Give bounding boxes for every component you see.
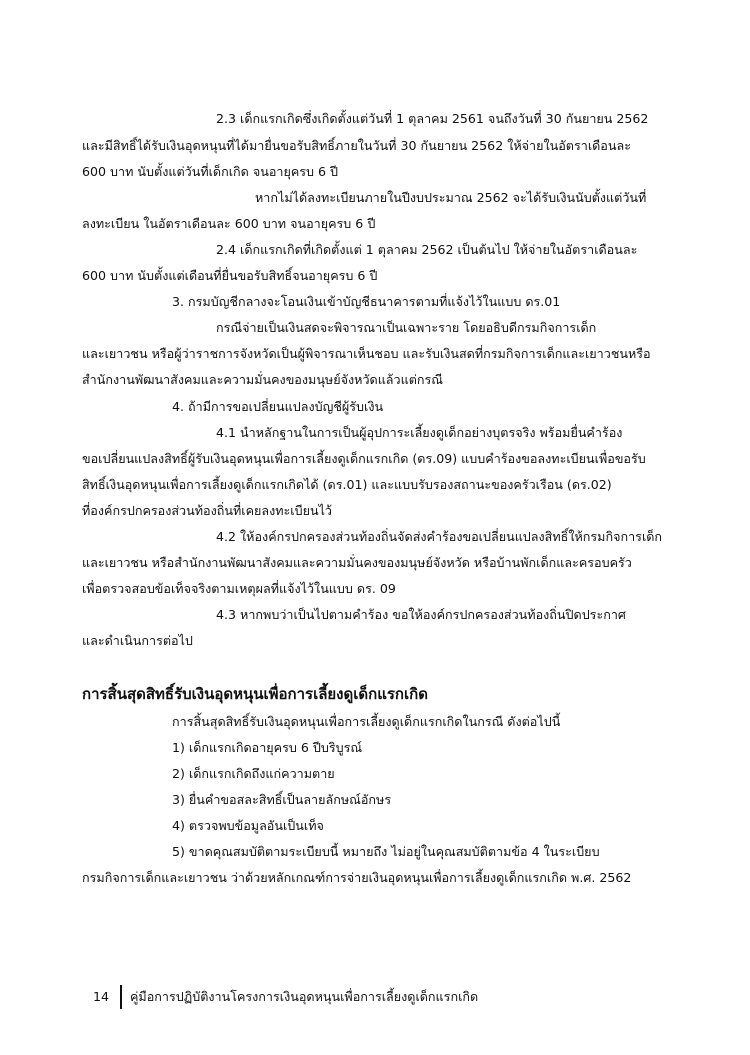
text-line: 4.3 หากพบว่าเป็นไปตามคำร้อง ขอให้องค์กรปกครองส่วนท้องถิ่นปิดประกาศ [216,607,626,622]
list-item: 4) ตรวจพบข้อมูลอันเป็นเท็จ [172,818,324,833]
section-heading: การสิ้นสุดสิทธิ์รับเงินอุดหนุนเพื่อการเลี้ยงดูเด็กแรกเกิด [82,685,428,703]
text-line: 4.1 นำหลักฐานในการเป็นผู้อุปการะเลี้ยงดูเด็กอย่างบุตรจริง พร้อมยื่นคำร้อง [216,425,623,440]
text-line: ขอเปลี่ยนแปลงสิทธิ์ผู้รับเงินอุดหนุนเพื่อการเลี้ยงดูเด็กแรกเกิด (ดร.09) แบบคำร้องขอลงทะเบียนเพื่อขอรับ [82,451,646,466]
text-line: เพื่อตรวจสอบข้อเท็จจริงตามเหตุผลที่แจ้งไว้ในแบบ ดร. 09 [82,581,396,596]
text-line: และเยาวชน หรือสำนักงานพัฒนาสังคมและความมั่นคงของมนุษย์จังหวัด หรือบ้านพักเด็กและครอบครัว [82,555,632,570]
text-line: และดำเนินการต่อไป [82,633,193,648]
text-line: และมีสิทธิ์ได้รับเงินอุดหนุนที่ได้มายื่นขอรับสิทธิ์ภายในวันที่ 30 กันยายน 2562 ให้จ่ายในอัตราเดือนละ [82,138,631,153]
text-line: 600 บาท นับตั้งแต่วันที่เด็กเกิด จนอายุครบ 6 ปี [82,164,339,179]
text-line: ที่องค์กรปกครองส่วนท้องถิ่นที่เคยลงทะเบียนไว้ [82,503,332,518]
section-text-line: การสิ้นสุดสิทธิ์รับเงินอุดหนุนเพื่อการเลี้ยงดูเด็กแรกเกิดในกรณี ดังต่อไปนี้ [172,714,561,729]
list-item: 1) เด็กแรกเกิดอายุครบ 6 ปีบริบูรณ์ [172,740,363,755]
text-line: สำนักงานพัฒนาสังคมและความมั่นคงของมนุษย์จังหวัดแล้วแต่กรณี [82,372,443,387]
section-text-line: กรมกิจการเด็กและเยาวชน ว่าด้วยหลักเกณฑ์การจ่ายเงินอุดหนุนเพื่อการเลี้ยงดูเด็กแรกเกิด พ.ศ. 2562 [82,870,632,885]
list-item: 2) เด็กแรกเกิดถึงแก่ความตาย [172,766,335,781]
text-line: 2.4 เด็กแรกเกิดที่เกิดตั้งแต่ 1 ตุลาคม 2562 เป็นต้นไป ให้จ่ายในอัตราเดือนละ [216,242,638,257]
list-item: 3) ยื่นคำขอสละสิทธิ์เป็นลายลักษณ์อักษร [172,792,392,807]
text-line: 3. กรมบัญชีกลางจะโอนเงินเข้าบัญชีธนาคารตามที่แจ้งไว้ในแบบ ดร.01 [172,294,561,309]
text-line: สิทธิ์เงินอุดหนุนเพื่อการเลี้ยงดูเด็กแรกเกิดได้ (ดร.01) และแบบรับรองสถานะของครัวเรือน (ดร.02) [82,477,612,492]
page-number: 14 [93,989,110,1004]
footer-divider [120,985,122,1009]
text-line: หากไม่ได้ลงทะเบียนภายในปีงบประมาณ 2562 จะได้รับเงินนับตั้งแต่วันที่ [255,190,647,205]
text-line: 600 บาท นับตั้งแต่เดือนที่ยื่นขอรับสิทธิ์จนอายุครบ 6 ปี [82,268,378,283]
text-line: 2.3 เด็กแรกเกิดซึ่งเกิดตั้งแต่วันที่ 1 ตุลาคม 2561 จนถึงวันที่ 30 กันยายน 2562 [216,111,649,126]
text-line: 4.2 ให้องค์กรปกครองส่วนท้องถิ่นจัดส่งคำร้องขอเปลี่ยนแปลงสิทธิ์ให้กรมกิจการเด็ก [216,529,663,544]
list-item: 5) ขาดคุณสมบัติตามระเบียบนี้ หมายถึง ไม่อยู่ในคุณสมบัติตามข้อ 4 ในระเบียบ [172,844,600,859]
footer-title: คู่มือการปฏิบัติงานโครงการเงินอุดหนุนเพื่อการเลี้ยงดูเด็กแรกเกิด [130,989,479,1004]
text-line: และเยาวชน หรือผู้ว่าราชการจังหวัดเป็นผู้พิจารณาเห็นชอบ และรับเงินสดที่กรมกิจการเด็กและเยาวชนหรือ [82,346,651,361]
text-line: 4. ถ้ามีการขอเปลี่ยนแปลงบัญชีผู้รับเงิน [172,399,384,414]
text-line: ลงทะเบียน ในอัตราเดือนละ 600 บาท จนอายุครบ 6 ปี [82,216,376,231]
text-line: กรณีจ่ายเป็นเงินสดจะพิจารณาเป็นเฉพาะราย โดยอธิบดีกรมกิจการเด็ก [216,320,597,335]
